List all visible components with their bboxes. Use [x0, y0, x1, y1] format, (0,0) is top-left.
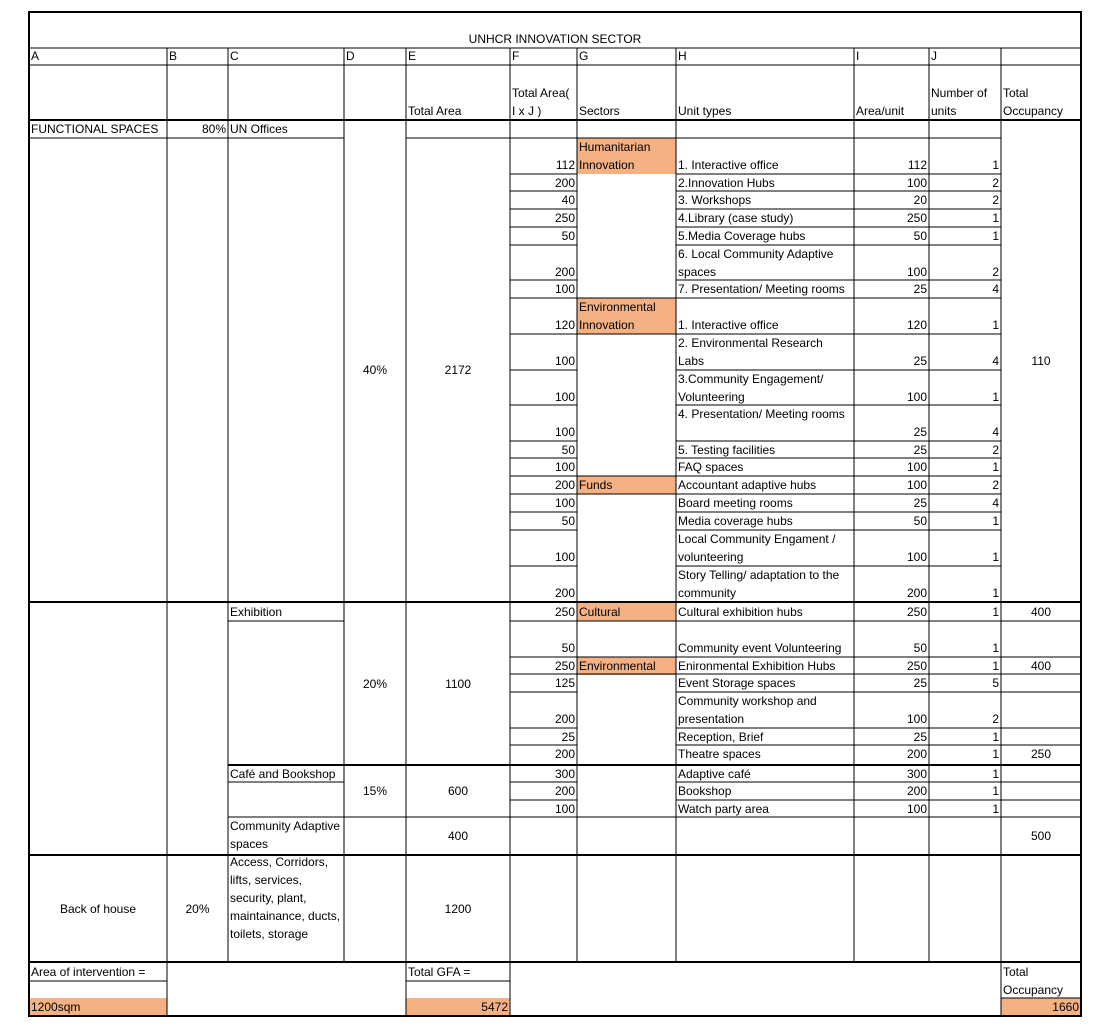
- community-total-area: 400: [447, 829, 469, 843]
- table-row-total: 200: [554, 176, 575, 190]
- table-row-area: 25: [913, 354, 927, 368]
- header-total-area-ixj: Total Area( I x J ): [512, 86, 570, 118]
- intervention-label: Area of intervention =: [31, 965, 146, 979]
- table-row-occupancy: 250: [1030, 747, 1052, 761]
- table-row-unit-type: Reception, Brief: [678, 730, 764, 744]
- table-row-unit-type: Enironmental Exhibition Hubs: [678, 659, 836, 673]
- exhibition-percent: 20%: [362, 677, 388, 691]
- table-row-unit-type: 1. Interactive office: [678, 158, 779, 172]
- table-row-total: 50: [561, 443, 575, 457]
- table-row-unit-type: Accountant adaptive hubs: [678, 478, 817, 492]
- table-row-units: 1: [992, 784, 999, 798]
- exhibition-total-area: 1100: [445, 677, 471, 691]
- table-row-unit-type: Media coverage hubs: [678, 514, 793, 528]
- table-row-area: 25: [913, 496, 927, 510]
- table-row-total: 200: [554, 265, 575, 279]
- header-sectors: Sectors: [579, 104, 620, 118]
- table-row-total: 100: [554, 425, 575, 439]
- table-row-total: 200: [554, 586, 575, 600]
- table-row-area: 200: [906, 747, 927, 761]
- sector-cultural: Cultural: [577, 603, 676, 621]
- header-area-per-unit: Area/unit: [856, 104, 905, 118]
- table-row-total: 25: [561, 730, 575, 744]
- back-of-house-percent: 20%: [185, 901, 210, 916]
- table-row-total: 200: [554, 712, 575, 726]
- total-occupancy-value: 1660: [1001, 998, 1081, 1016]
- table-row-occupancy: 400: [1030, 659, 1052, 673]
- table-row-total: 250: [554, 659, 575, 673]
- back-of-house-total-area: 1200: [444, 901, 472, 916]
- cafe-percent: 15%: [362, 784, 388, 798]
- table-row-unit-type: Story Telling/ adaptation to the community: [678, 568, 840, 600]
- table-row-units: 1: [992, 229, 999, 243]
- table-row-units: 2: [992, 193, 999, 207]
- col-letter-h: H: [678, 49, 687, 63]
- table-row-total: 200: [554, 784, 575, 798]
- gfa-value: 5472: [406, 998, 510, 1016]
- sector-humanitarian-innovation: Humanitarian Innovation: [577, 138, 676, 174]
- back-of-house-label: Back of house: [59, 901, 137, 916]
- table-row-total: 100: [554, 354, 575, 368]
- table-row-area: 100: [906, 460, 927, 474]
- table-row-area: 25: [913, 676, 927, 690]
- total-occupancy-label: Total Occupancy: [1003, 965, 1064, 997]
- table-row-units: 1: [992, 747, 999, 761]
- table-row-unit-type: 4. Presentation/ Meeting rooms: [678, 407, 845, 421]
- table-row-unit-type: 5.Media Coverage hubs: [678, 229, 806, 243]
- table-row-units: 1: [992, 767, 999, 781]
- col-letter-i: I: [856, 49, 860, 63]
- table-row-units: 4: [992, 496, 999, 510]
- table-row-units: 1: [992, 514, 999, 528]
- cafe-label: Café and Bookshop: [230, 767, 336, 781]
- table-row-units: 4: [992, 425, 999, 439]
- table-row-area: 250: [906, 211, 927, 225]
- table-row-total: 100: [554, 460, 575, 474]
- table-row-units: 1: [992, 802, 999, 816]
- table-row-area: 300: [906, 767, 927, 781]
- table-row-unit-type: Theatre spaces: [678, 747, 761, 761]
- col-letter-g: G: [579, 49, 589, 63]
- intervention-value: 1200sqm: [29, 998, 167, 1016]
- table-row-unit-type: 5. Testing facilities: [678, 443, 776, 457]
- table-row-unit-type: 4.Library (case study): [678, 211, 794, 225]
- table-row-units: 1: [992, 318, 999, 332]
- table-row-units: 1: [992, 730, 999, 744]
- table-row-total: 250: [554, 605, 575, 619]
- table-row-units: 1: [992, 390, 999, 404]
- table-row-total: 250: [554, 211, 575, 225]
- header-number-of-units: Number of units: [931, 86, 988, 118]
- table-row-total: 112: [555, 158, 575, 172]
- table-row-unit-type: Adaptive café: [678, 767, 751, 781]
- table-row-unit-type: Cultural exhibition hubs: [678, 605, 803, 619]
- table-row-total: 100: [554, 802, 575, 816]
- functional-spaces-percent: 80%: [201, 122, 226, 136]
- table-row-area: 100: [906, 712, 927, 726]
- table-row-unit-type: 6. Local Community Adaptive spaces: [678, 247, 834, 279]
- cafe-total-area: 600: [447, 784, 469, 798]
- table-row-total: 100: [554, 282, 575, 296]
- sheet-title: UNHCR INNOVATION SECTOR: [468, 32, 642, 46]
- table-row-unit-type: 1. Interactive office: [678, 318, 779, 332]
- table-row-units: 2: [992, 443, 999, 457]
- header-total-occupancy: Total Occupancy: [1003, 86, 1064, 118]
- table-row-area: 200: [906, 784, 927, 798]
- table-row-units: 4: [992, 354, 999, 368]
- table-row-unit-type: Community event Volunteering: [678, 641, 842, 655]
- table-row-unit-type: Local Community Engament / volunteering: [678, 532, 836, 564]
- sector-environmental: Environmental: [577, 657, 676, 675]
- table-row-units: 1: [992, 586, 999, 600]
- table-row-units: 2: [992, 712, 999, 726]
- col-letter-b: B: [169, 49, 178, 63]
- sector-funds: Funds: [577, 476, 676, 494]
- table-row-area: 100: [906, 478, 927, 492]
- table-row-units: 1: [992, 659, 999, 673]
- table-row-total: 100: [554, 390, 575, 404]
- sector-environmental-innovation: Environmental Innovation: [577, 298, 676, 334]
- table-row-area: 25: [913, 730, 927, 744]
- table-row-area: 50: [913, 229, 927, 243]
- table-row-total: 50: [561, 641, 575, 655]
- table-row-unit-type: 2.Innovation Hubs: [678, 176, 775, 190]
- col-letter-f: F: [512, 49, 520, 63]
- table-row-units: 2: [992, 265, 999, 279]
- un-offices-total-area: 2172: [444, 363, 472, 377]
- table-row-unit-type: 3.Community Engagement/ Volunteering: [678, 372, 824, 404]
- table-row-area: 250: [906, 659, 927, 673]
- table-row-unit-type: 3. Workshops: [678, 193, 752, 207]
- table-row-total: 300: [554, 767, 575, 781]
- table-row-area: 25: [913, 282, 927, 296]
- table-row-area: 50: [913, 641, 927, 655]
- header-total-area: Total Area: [408, 104, 462, 118]
- table-row-total: 50: [561, 229, 575, 243]
- table-row-units: 1: [992, 211, 999, 225]
- table-row-area: 100: [906, 176, 927, 190]
- table-row-units: 1: [992, 460, 999, 474]
- back-of-house-description: Access, Corridors, lifts, services, security, plant, maintainance, ducts, toilets, storage: [230, 855, 341, 941]
- table-row-units: 1: [992, 550, 999, 564]
- col-letter-j: J: [931, 49, 937, 63]
- table-row-total: 100: [554, 550, 575, 564]
- table-row-area: 25: [913, 425, 927, 439]
- un-offices-label: UN Offices: [230, 122, 288, 136]
- functional-spaces-label: FUNCTIONAL SPACES: [31, 122, 159, 136]
- col-letter-e: E: [408, 49, 417, 63]
- table-row-unit-type: Community workshop and presentation: [678, 694, 817, 726]
- table-row-units: 1: [992, 605, 999, 619]
- community-occupancy: 500: [1030, 829, 1052, 843]
- table-row-area: 20: [913, 193, 927, 207]
- table-row-units: 4: [992, 282, 999, 296]
- table-row-total: 200: [554, 478, 575, 492]
- table-row-units: 1: [992, 158, 999, 172]
- table-row-occupancy: 400: [1030, 605, 1052, 619]
- table-row-total: 125: [554, 676, 575, 690]
- table-row-area: 100: [906, 802, 927, 816]
- table-row-units: 5: [992, 676, 999, 690]
- table-row-unit-type: Board meeting rooms: [678, 496, 793, 510]
- table-row-unit-type: Watch party area: [678, 802, 769, 816]
- header-unit-types: Unit types: [678, 104, 732, 118]
- table-row-total: 200: [554, 747, 575, 761]
- table-row-total: 50: [561, 514, 575, 528]
- table-row-area: 100: [906, 265, 927, 279]
- gfa-label: Total GFA =: [408, 965, 471, 979]
- table-row-unit-type: 7. Presentation/ Meeting rooms: [678, 282, 845, 296]
- table-row-total: 40: [561, 193, 575, 207]
- un-offices-percent: 40%: [362, 363, 388, 377]
- table-row-area: 25: [913, 443, 927, 457]
- table-row-units: 1: [992, 641, 999, 655]
- table-row-total: 120: [554, 318, 575, 332]
- community-adaptive-label: Community Adaptive spaces: [230, 819, 341, 851]
- table-row-area: 100: [906, 390, 927, 404]
- table-row-total: 100: [554, 496, 575, 510]
- table-row-unit-type: FAQ spaces: [678, 460, 744, 474]
- table-row-units: 2: [992, 176, 999, 190]
- table-row-units: 2: [992, 478, 999, 492]
- table-row-unit-type: Event Storage spaces: [678, 676, 796, 690]
- col-letter-c: C: [230, 49, 239, 63]
- table-row-area: 200: [906, 586, 927, 600]
- table-row-area: 120: [906, 318, 927, 332]
- un-offices-occupancy: 110: [1031, 354, 1051, 368]
- table-row-area: 112: [907, 158, 927, 172]
- exhibition-label: Exhibition: [230, 605, 283, 619]
- table-row-area: 50: [913, 514, 927, 528]
- col-letter-a: A: [31, 49, 40, 63]
- table-row-unit-type: 2. Environmental Research Labs: [678, 336, 823, 368]
- col-letter-d: D: [346, 49, 355, 63]
- table-row-area: 100: [906, 550, 927, 564]
- table-row-unit-type: Bookshop: [678, 784, 732, 798]
- table-row-area: 250: [906, 605, 927, 619]
